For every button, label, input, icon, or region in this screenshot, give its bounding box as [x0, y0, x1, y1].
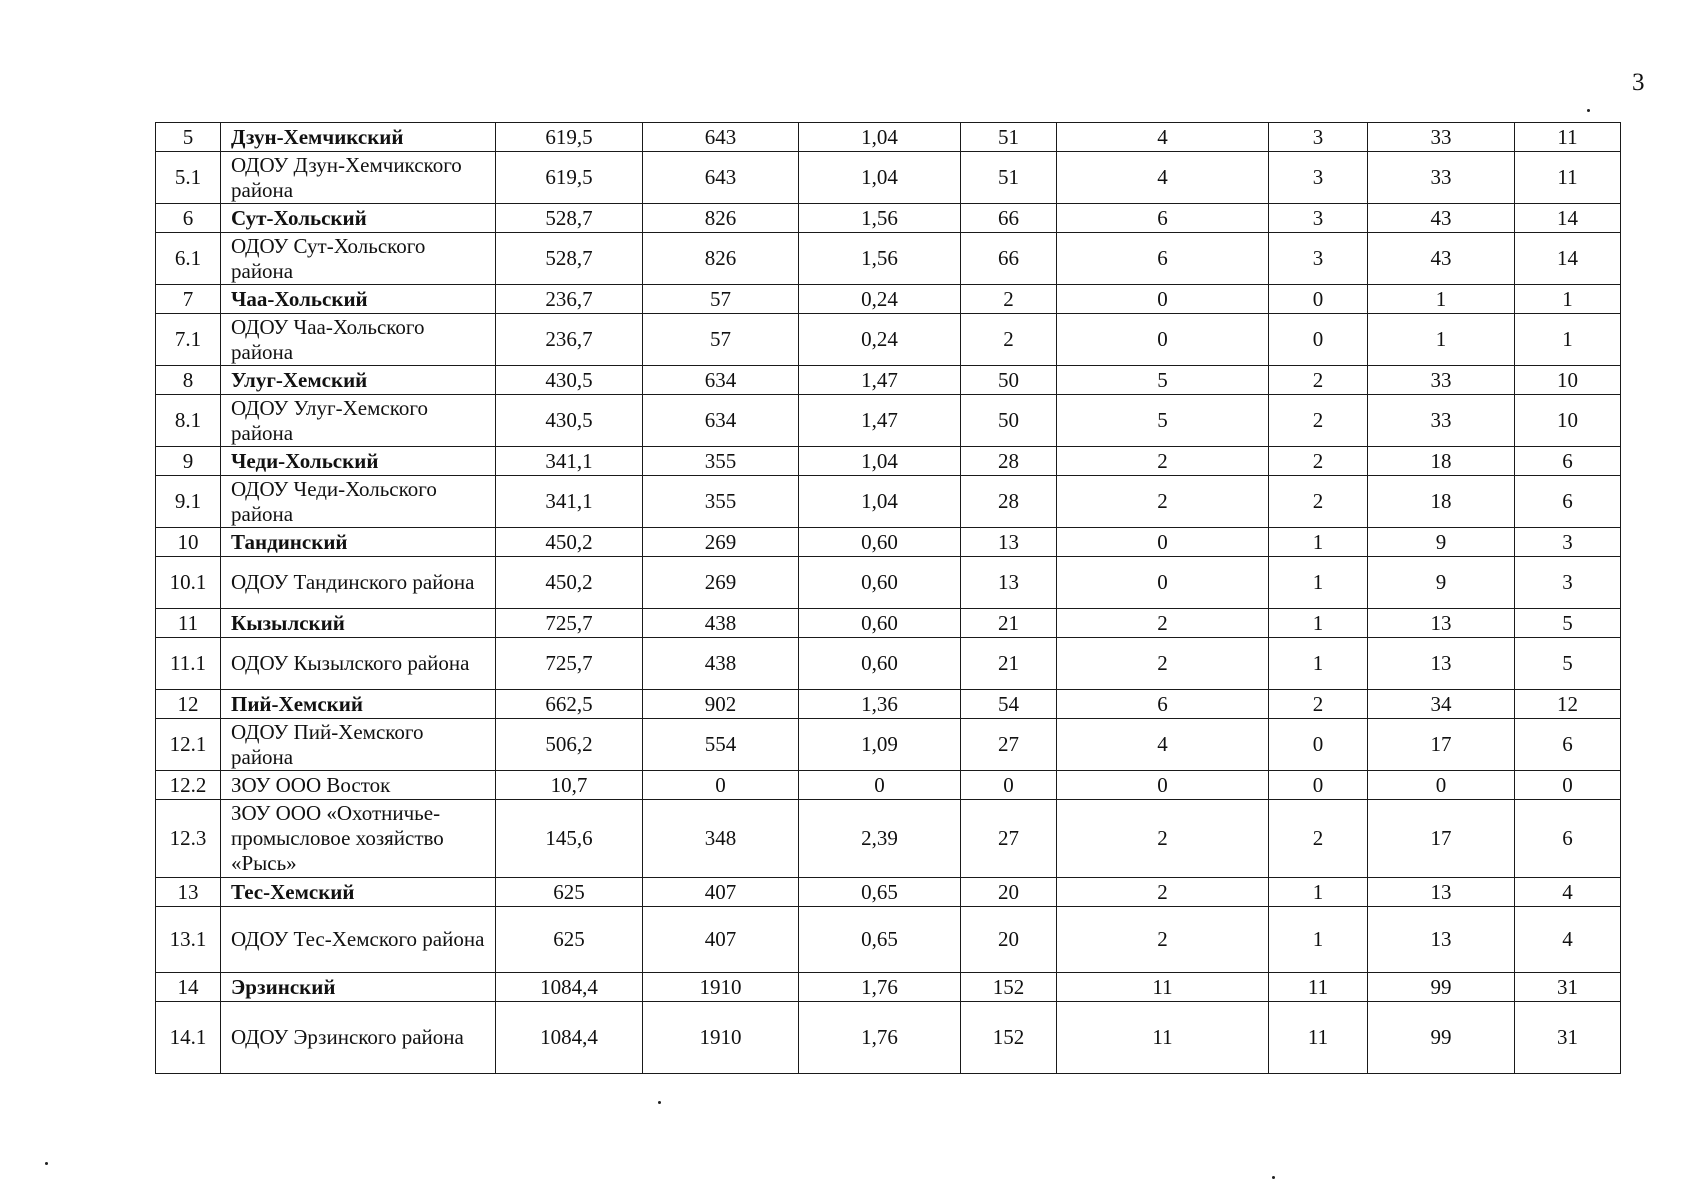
value-cell: 438	[643, 638, 799, 690]
value-cell: 1,04	[799, 123, 961, 152]
district-name-cell: ОДОУ Дзун-Хемчикского района	[221, 152, 496, 204]
value-cell: 152	[961, 1002, 1057, 1074]
value-cell: 10,7	[496, 771, 643, 800]
value-cell: 3	[1269, 204, 1368, 233]
value-cell: 51	[961, 152, 1057, 204]
value-cell: 20	[961, 878, 1057, 907]
value-cell: 6	[1057, 233, 1269, 285]
value-cell: 27	[961, 800, 1057, 878]
value-cell: 2	[961, 285, 1057, 314]
value-cell: 1,56	[799, 204, 961, 233]
district-name-cell: ОДОУ Пий-Хемского района	[221, 719, 496, 771]
value-cell: 2	[1057, 447, 1269, 476]
value-cell: 0	[1057, 528, 1269, 557]
value-cell: 2	[1269, 476, 1368, 528]
value-cell: 11	[1057, 973, 1269, 1002]
value-cell: 10	[1515, 366, 1621, 395]
table-row	[156, 233, 1621, 285]
value-cell: 9	[1368, 557, 1515, 609]
value-cell: 5	[1057, 366, 1269, 395]
value-cell: 634	[643, 395, 799, 447]
district-table	[155, 122, 1621, 1074]
value-cell: 634	[643, 366, 799, 395]
value-cell: 826	[643, 204, 799, 233]
value-cell: 341,1	[496, 476, 643, 528]
value-cell: 11	[1515, 123, 1621, 152]
value-cell: 619,5	[496, 123, 643, 152]
value-cell: 50	[961, 366, 1057, 395]
value-cell: 2	[1057, 800, 1269, 878]
value-cell: 3	[1515, 528, 1621, 557]
value-cell: 3	[1515, 557, 1621, 609]
table-row	[156, 771, 1621, 800]
row-number-cell: 12	[156, 690, 221, 719]
value-cell: 2	[1269, 395, 1368, 447]
value-cell: 0,24	[799, 285, 961, 314]
row-number-cell: 13	[156, 878, 221, 907]
value-cell: 1,47	[799, 395, 961, 447]
value-cell: 14	[1515, 233, 1621, 285]
value-cell: 450,2	[496, 557, 643, 609]
value-cell: 66	[961, 233, 1057, 285]
value-cell: 6	[1057, 690, 1269, 719]
value-cell: 625	[496, 907, 643, 973]
value-cell: 0,60	[799, 557, 961, 609]
value-cell: 27	[961, 719, 1057, 771]
value-cell: 0,65	[799, 878, 961, 907]
value-cell: 1,04	[799, 476, 961, 528]
value-cell: 11	[1269, 1002, 1368, 1074]
value-cell: 355	[643, 447, 799, 476]
value-cell: 5	[1515, 638, 1621, 690]
value-cell: 1	[1269, 557, 1368, 609]
value-cell: 0	[1269, 314, 1368, 366]
value-cell: 13	[1368, 638, 1515, 690]
district-name-cell: ОДОУ Тандинского района	[221, 557, 496, 609]
district-name-cell: Кызылский	[221, 609, 496, 638]
value-cell: 4	[1057, 123, 1269, 152]
table-row	[156, 907, 1621, 973]
row-number-cell: 14	[156, 973, 221, 1002]
page-number: 3	[1632, 69, 1645, 96]
value-cell: 0	[961, 771, 1057, 800]
value-cell: 50	[961, 395, 1057, 447]
row-number-cell: 7.1	[156, 314, 221, 366]
value-cell: 10	[1515, 395, 1621, 447]
value-cell: 4	[1515, 878, 1621, 907]
district-name-cell: ОДОУ Эрзинского района	[221, 1002, 496, 1074]
value-cell: 0	[1057, 557, 1269, 609]
district-name-cell: ЗОУ ООО Восток	[221, 771, 496, 800]
value-cell: 33	[1368, 366, 1515, 395]
value-cell: 348	[643, 800, 799, 878]
value-cell: 1	[1269, 638, 1368, 690]
value-cell: 1084,4	[496, 973, 643, 1002]
value-cell: 13	[961, 528, 1057, 557]
table-row	[156, 395, 1621, 447]
value-cell: 99	[1368, 973, 1515, 1002]
district-name-cell: Чаа-Хольский	[221, 285, 496, 314]
table-row	[156, 878, 1621, 907]
value-cell: 57	[643, 285, 799, 314]
district-name-cell: Улуг-Хемский	[221, 366, 496, 395]
value-cell: 619,5	[496, 152, 643, 204]
value-cell: 13	[1368, 907, 1515, 973]
value-cell: 145,6	[496, 800, 643, 878]
value-cell: 0	[1515, 771, 1621, 800]
row-number-cell: 13.1	[156, 907, 221, 973]
value-cell: 28	[961, 476, 1057, 528]
value-cell: 1	[1515, 285, 1621, 314]
value-cell: 4	[1057, 719, 1269, 771]
table-row	[156, 204, 1621, 233]
value-cell: 6	[1515, 719, 1621, 771]
value-cell: 12	[1515, 690, 1621, 719]
value-cell: 0	[643, 771, 799, 800]
district-name-cell: ОДОУ Кызылского района	[221, 638, 496, 690]
value-cell: 5	[1515, 609, 1621, 638]
value-cell: 31	[1515, 1002, 1621, 1074]
value-cell: 0	[1057, 285, 1269, 314]
value-cell: 0,60	[799, 528, 961, 557]
table-body	[156, 123, 1621, 1074]
value-cell: 28	[961, 447, 1057, 476]
value-cell: 2	[1057, 609, 1269, 638]
value-cell: 54	[961, 690, 1057, 719]
value-cell: 0,60	[799, 638, 961, 690]
row-number-cell: 11.1	[156, 638, 221, 690]
value-cell: 4	[1515, 907, 1621, 973]
value-cell: 51	[961, 123, 1057, 152]
value-cell: 3	[1269, 152, 1368, 204]
value-cell: 528,7	[496, 233, 643, 285]
value-cell: 34	[1368, 690, 1515, 719]
value-cell: 2	[1269, 366, 1368, 395]
value-cell: 6	[1515, 800, 1621, 878]
value-cell: 1	[1269, 609, 1368, 638]
value-cell: 407	[643, 878, 799, 907]
value-cell: 14	[1515, 204, 1621, 233]
district-name-cell: ОДОУ Чаа-Хольского района	[221, 314, 496, 366]
value-cell: 4	[1057, 152, 1269, 204]
row-number-cell: 11	[156, 609, 221, 638]
table-row	[156, 638, 1621, 690]
value-cell: 99	[1368, 1002, 1515, 1074]
value-cell: 152	[961, 973, 1057, 1002]
value-cell: 5	[1057, 395, 1269, 447]
value-cell: 643	[643, 123, 799, 152]
value-cell: 0	[799, 771, 961, 800]
value-cell: 236,7	[496, 314, 643, 366]
value-cell: 0,65	[799, 907, 961, 973]
row-number-cell: 10.1	[156, 557, 221, 609]
value-cell: 11	[1057, 1002, 1269, 1074]
district-name-cell: Эрзинский	[221, 973, 496, 1002]
row-number-cell: 12.3	[156, 800, 221, 878]
value-cell: 236,7	[496, 285, 643, 314]
value-cell: 341,1	[496, 447, 643, 476]
value-cell: 725,7	[496, 609, 643, 638]
value-cell: 1084,4	[496, 1002, 643, 1074]
value-cell: 725,7	[496, 638, 643, 690]
district-name-cell: ЗОУ ООО «Охотничье-промысловое хозяйство «Рысь»	[221, 800, 496, 878]
value-cell: 1,36	[799, 690, 961, 719]
row-number-cell: 5	[156, 123, 221, 152]
table-row	[156, 476, 1621, 528]
value-cell: 1,47	[799, 366, 961, 395]
district-name-cell: Дзун-Хемчикский	[221, 123, 496, 152]
value-cell: 43	[1368, 233, 1515, 285]
value-cell: 0,24	[799, 314, 961, 366]
value-cell: 43	[1368, 204, 1515, 233]
value-cell: 554	[643, 719, 799, 771]
district-name-cell: Тес-Хемский	[221, 878, 496, 907]
value-cell: 20	[961, 907, 1057, 973]
table-row	[156, 123, 1621, 152]
value-cell: 21	[961, 638, 1057, 690]
value-cell: 21	[961, 609, 1057, 638]
value-cell: 1	[1368, 285, 1515, 314]
value-cell: 66	[961, 204, 1057, 233]
district-name-cell: Сут-Хольский	[221, 204, 496, 233]
table-row	[156, 557, 1621, 609]
row-number-cell: 10	[156, 528, 221, 557]
value-cell: 11	[1269, 973, 1368, 1002]
value-cell: 269	[643, 528, 799, 557]
value-cell: 0	[1057, 771, 1269, 800]
value-cell: 1,76	[799, 1002, 961, 1074]
row-number-cell: 7	[156, 285, 221, 314]
value-cell: 57	[643, 314, 799, 366]
value-cell: 826	[643, 233, 799, 285]
value-cell: 13	[1368, 878, 1515, 907]
value-cell: 2	[1057, 878, 1269, 907]
value-cell: 33	[1368, 395, 1515, 447]
value-cell: 3	[1269, 233, 1368, 285]
value-cell: 1,04	[799, 152, 961, 204]
value-cell: 2	[1269, 690, 1368, 719]
district-name-cell: ОДОУ Чеди-Хольского района	[221, 476, 496, 528]
district-name-cell: ОДОУ Тес-Хемского района	[221, 907, 496, 973]
value-cell: 3	[1269, 123, 1368, 152]
value-cell: 2	[1057, 907, 1269, 973]
value-cell: 1	[1515, 314, 1621, 366]
value-cell: 438	[643, 609, 799, 638]
value-cell: 33	[1368, 123, 1515, 152]
row-number-cell: 5.1	[156, 152, 221, 204]
value-cell: 643	[643, 152, 799, 204]
table-row	[156, 152, 1621, 204]
value-cell: 2	[1057, 638, 1269, 690]
district-name-cell: Тандинский	[221, 528, 496, 557]
value-cell: 625	[496, 878, 643, 907]
district-name-cell: Чеди-Хольский	[221, 447, 496, 476]
table-row	[156, 366, 1621, 395]
value-cell: 11	[1515, 152, 1621, 204]
district-name-cell: ОДОУ Сут-Хольского района	[221, 233, 496, 285]
row-number-cell: 9.1	[156, 476, 221, 528]
value-cell: 1	[1368, 314, 1515, 366]
value-cell: 1,56	[799, 233, 961, 285]
table-row	[156, 800, 1621, 878]
table-row	[156, 973, 1621, 1002]
table-row	[156, 719, 1621, 771]
row-number-cell: 12.2	[156, 771, 221, 800]
value-cell: 33	[1368, 152, 1515, 204]
table-row	[156, 447, 1621, 476]
value-cell: 2,39	[799, 800, 961, 878]
row-number-cell: 6	[156, 204, 221, 233]
value-cell: 0,60	[799, 609, 961, 638]
row-number-cell: 8	[156, 366, 221, 395]
table-row	[156, 314, 1621, 366]
row-number-cell: 12.1	[156, 719, 221, 771]
district-name-cell: ОДОУ Улуг-Хемского района	[221, 395, 496, 447]
value-cell: 1	[1269, 907, 1368, 973]
value-cell: 430,5	[496, 366, 643, 395]
value-cell: 269	[643, 557, 799, 609]
value-cell: 1	[1269, 878, 1368, 907]
table-row	[156, 690, 1621, 719]
value-cell: 18	[1368, 476, 1515, 528]
row-number-cell: 8.1	[156, 395, 221, 447]
value-cell: 1910	[643, 1002, 799, 1074]
value-cell: 31	[1515, 973, 1621, 1002]
value-cell: 0	[1269, 719, 1368, 771]
district-name-cell: Пий-Хемский	[221, 690, 496, 719]
value-cell: 1,09	[799, 719, 961, 771]
value-cell: 528,7	[496, 204, 643, 233]
value-cell: 9	[1368, 528, 1515, 557]
value-cell: 2	[961, 314, 1057, 366]
value-cell: 0	[1269, 285, 1368, 314]
value-cell: 430,5	[496, 395, 643, 447]
table-row	[156, 1002, 1621, 1074]
value-cell: 6	[1057, 204, 1269, 233]
value-cell: 506,2	[496, 719, 643, 771]
value-cell: 2	[1057, 476, 1269, 528]
value-cell: 1	[1269, 528, 1368, 557]
table-row	[156, 528, 1621, 557]
table-row	[156, 285, 1621, 314]
value-cell: 6	[1515, 447, 1621, 476]
row-number-cell: 14.1	[156, 1002, 221, 1074]
value-cell: 13	[961, 557, 1057, 609]
value-cell: 18	[1368, 447, 1515, 476]
value-cell: 0	[1057, 314, 1269, 366]
value-cell: 1,76	[799, 973, 961, 1002]
value-cell: 662,5	[496, 690, 643, 719]
value-cell: 0	[1368, 771, 1515, 800]
value-cell: 1910	[643, 973, 799, 1002]
value-cell: 17	[1368, 719, 1515, 771]
value-cell: 0	[1269, 771, 1368, 800]
value-cell: 407	[643, 907, 799, 973]
value-cell: 355	[643, 476, 799, 528]
row-number-cell: 9	[156, 447, 221, 476]
table-row	[156, 609, 1621, 638]
value-cell: 13	[1368, 609, 1515, 638]
row-number-cell: 6.1	[156, 233, 221, 285]
value-cell: 2	[1269, 447, 1368, 476]
value-cell: 450,2	[496, 528, 643, 557]
value-cell: 17	[1368, 800, 1515, 878]
value-cell: 2	[1269, 800, 1368, 878]
value-cell: 902	[643, 690, 799, 719]
value-cell: 6	[1515, 476, 1621, 528]
value-cell: 1,04	[799, 447, 961, 476]
